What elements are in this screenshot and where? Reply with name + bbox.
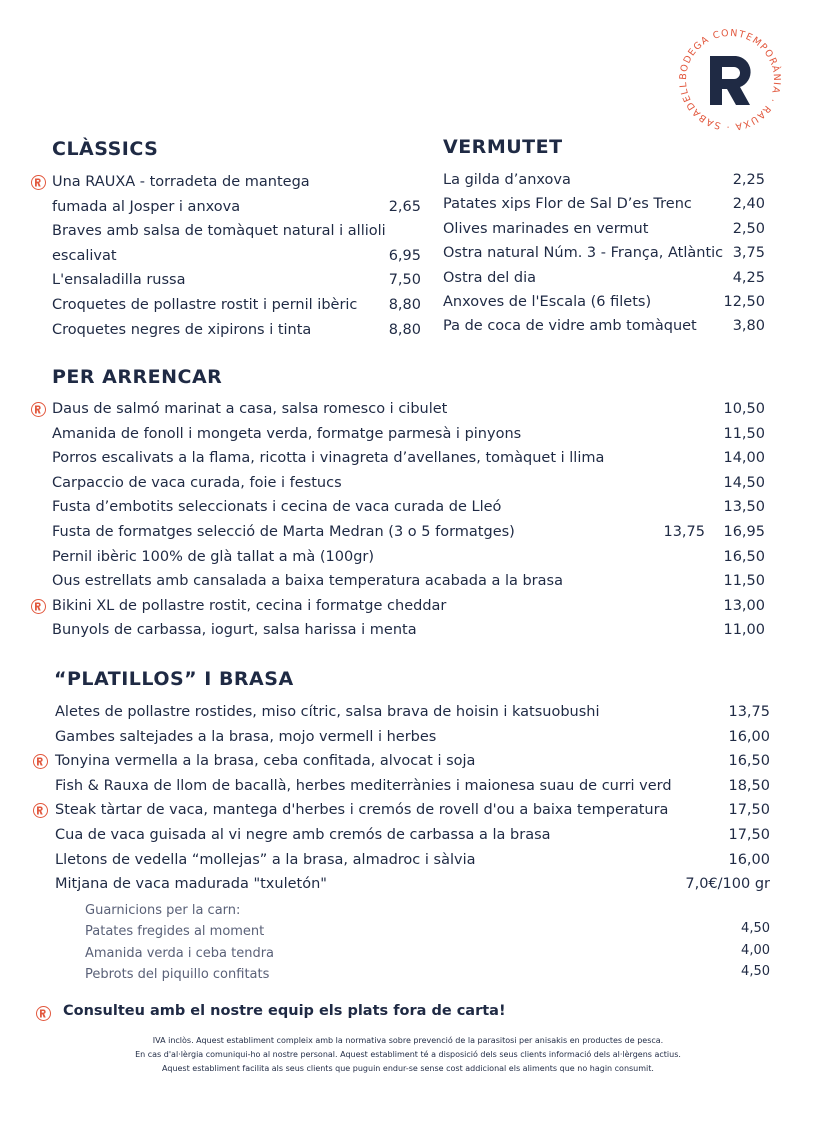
menu-item-name: Croquetes negres de xipirons i tinta bbox=[52, 321, 312, 338]
garnitures-title: Guarnicions per la carn: bbox=[85, 903, 241, 918]
menu-item-name: Carpaccio de vaca curada, foie i festucs bbox=[52, 474, 342, 491]
house-specialty-icon bbox=[31, 599, 46, 614]
section-title-arrencar: PER ARRENCAR bbox=[52, 366, 223, 388]
menu-item-name: Croquetes de pollastre rostit i pernil ibèric bbox=[52, 297, 358, 313]
menu-item-name: Fusta de formatges selecció de Marta Medran (3 o 5 formatges) bbox=[52, 524, 515, 540]
menu-item-name: Ous estrellats amb cansalada a baixa temperatura acabada a la brasa bbox=[52, 573, 563, 590]
garniture-name: Amanida verda i ceba tendra bbox=[85, 945, 275, 961]
menu-item-price: 16,95 bbox=[723, 524, 765, 540]
menu-item-price: 16,50 bbox=[728, 753, 770, 770]
menu-item-price: 13,50 bbox=[723, 499, 765, 516]
house-specialty-icon bbox=[31, 175, 46, 190]
menu-item-name: Mitjana de vaca madurada "txuletón" bbox=[55, 876, 327, 893]
menu-item-name: Ostra del dia bbox=[443, 269, 536, 286]
menu-item bbox=[52, 471, 765, 495]
menu-item-name: Bikini XL de pollastre rostit, cecina i formatge cheddar bbox=[52, 597, 447, 614]
section-title-vermutet: VERMUTET bbox=[443, 136, 563, 158]
menu-item-name: Aletes de pollastre rostides, miso cítric, salsa brava de hoisin i katsuobushi bbox=[55, 704, 600, 720]
menu-item-price: 16,00 bbox=[728, 851, 770, 868]
menu-item-name: Steak tàrtar de vaca, mantega d'herbes i cremós de rovell d'ou a baixa temperatura bbox=[55, 802, 669, 819]
menu-item-price: 3,80 bbox=[732, 318, 765, 335]
menu-item-name: Anxoves de l'Escala (6 filets) bbox=[443, 294, 652, 310]
menu-item bbox=[52, 244, 421, 268]
menu-item-name: Ostra natural Núm. 3 - França, Atlàntic bbox=[443, 245, 724, 262]
menu-item bbox=[443, 168, 765, 192]
menu-item-price: 6,95 bbox=[388, 247, 421, 264]
menu-item-name: Tonyina vermella a la brasa, ceba confitada, alvocat i soja bbox=[55, 753, 476, 770]
menu-item bbox=[52, 318, 421, 342]
menu-item-name: Cua de vaca guisada al vi negre amb cremós de carbassa a la brasa bbox=[55, 827, 551, 843]
house-specialty-icon bbox=[36, 1006, 51, 1021]
menu-item-price: 2,65 bbox=[388, 198, 421, 215]
menu-item-name: fumada al Josper i anxova bbox=[52, 198, 241, 215]
menu-item-price: 14,00 bbox=[723, 450, 765, 467]
garniture-price: 4,50 bbox=[741, 921, 770, 936]
menu-item-name: Pernil ibèric 100% de glà tallat a mà (100gr) bbox=[52, 548, 375, 565]
menu-item-price: 3,75 bbox=[732, 245, 765, 262]
section-title-classics: CLÀSSICS bbox=[52, 138, 159, 160]
menu-item-price: 11,50 bbox=[723, 425, 765, 442]
menu-item-name: Porros escalivats a la flama, ricotta i vinagreta d’avellanes, tomàquet i llima bbox=[52, 450, 605, 467]
menu-item-name: Braves amb salsa de tomàquet natural i allioli bbox=[52, 223, 386, 240]
menu-item bbox=[52, 569, 765, 593]
menu-item bbox=[52, 422, 765, 446]
menu-item-price: 16,00 bbox=[728, 728, 770, 745]
menu-item-name: Olives marinades en vermut bbox=[443, 220, 649, 237]
rauxa-logo-icon bbox=[672, 22, 788, 138]
menu-item bbox=[52, 618, 765, 642]
menu-item bbox=[52, 397, 765, 421]
menu-item-price: 4,25 bbox=[732, 269, 765, 286]
logo-seal bbox=[672, 22, 788, 138]
menu-item-name: La gilda d’anxova bbox=[443, 172, 571, 188]
menu-item-name: escalivat bbox=[52, 247, 117, 264]
menu-item bbox=[52, 495, 765, 519]
footer-line-2: En cas d'al·lèrgia comuniqui-ho al nostre personal. Aquest establiment té a disposició dels seus clients informació dels al·lèrgens actius. bbox=[135, 1050, 681, 1059]
garniture-name: Patates fregides al moment bbox=[85, 924, 265, 939]
menu-item-price: 2,50 bbox=[732, 220, 765, 237]
house-specialty-icon bbox=[33, 754, 48, 769]
house-specialty-icon bbox=[31, 402, 46, 417]
menu-item-name: Una RAUXA - torradeta de mantega bbox=[52, 174, 310, 190]
menu-item bbox=[443, 290, 765, 314]
svg-text:BODEGA CONTEMPORÀNIA · RAUXA ·: BODEGA CONTEMPORÀNIA · RAUXA · SABADELL bbox=[677, 27, 783, 133]
menu-item bbox=[443, 266, 765, 290]
menu-item bbox=[443, 192, 765, 216]
menu-item bbox=[55, 725, 770, 749]
menu-item-price: 16,50 bbox=[723, 548, 765, 565]
menu-item-price-small: 13,75 bbox=[663, 524, 705, 540]
menu-item bbox=[55, 700, 770, 724]
notice-text: Consulteu amb el nostre equip els plats fora de carta! bbox=[63, 1003, 506, 1019]
menu-item-price: 8,80 bbox=[388, 321, 421, 338]
menu-item bbox=[55, 798, 770, 822]
menu-item-price: 7,50 bbox=[388, 272, 421, 289]
menu-item bbox=[52, 293, 421, 317]
garniture-price: 4,00 bbox=[741, 942, 770, 958]
menu-item-name: Gambes saltejades a la brasa, mojo vermell i herbes bbox=[55, 728, 437, 745]
menu-item-price: 10,50 bbox=[723, 401, 765, 417]
menu-item bbox=[443, 217, 765, 241]
menu-item-price: 2,25 bbox=[732, 172, 765, 188]
menu-item-price: 13,00 bbox=[723, 597, 765, 614]
menu-item bbox=[52, 545, 765, 569]
menu-item bbox=[443, 241, 765, 265]
garniture-price: 4,50 bbox=[741, 964, 770, 979]
section-title-platillos: “PLATILLOS” I BRASA bbox=[54, 668, 294, 690]
footer-line-1: IVA inclòs. Aquest establiment compleix amb la normativa sobre prevenció de la parasitosi per anisakis en productes de pesca. bbox=[152, 1036, 664, 1045]
menu-item bbox=[55, 749, 770, 773]
menu-item bbox=[55, 848, 770, 872]
menu-item-name: Daus de salmó marinat a casa, salsa romesco i cibulet bbox=[52, 401, 448, 417]
menu-item-price: 11,50 bbox=[723, 573, 765, 590]
menu-item bbox=[52, 170, 421, 194]
menu-item-name: Pa de coca de vidre amb tomàquet bbox=[443, 318, 697, 335]
menu-item-price: 12,50 bbox=[723, 294, 765, 310]
menu-item-name: L'ensaladilla russa bbox=[52, 272, 186, 289]
menu-item-price: 17,50 bbox=[728, 802, 770, 819]
menu-item-price: 18,50 bbox=[728, 777, 770, 794]
menu-item bbox=[55, 872, 770, 896]
menu-item bbox=[52, 594, 765, 618]
menu-item bbox=[55, 823, 770, 847]
footer-line-3: Aquest establiment facilita als seus clients que puguin endur-se sense cost addicional els aliments que no hagin consumit. bbox=[162, 1064, 654, 1073]
menu-item-name: Amanida de fonoll i mongeta verda, formatge parmesà i pinyons bbox=[52, 425, 522, 442]
menu-item-price: 8,80 bbox=[388, 297, 421, 313]
menu-item-price: 17,50 bbox=[728, 827, 770, 843]
menu-item-name: Fish & Rauxa de llom de bacallà, herbes mediterrànies i maionesa suau de curri verd bbox=[55, 777, 672, 794]
menu-item-price: 2,40 bbox=[732, 196, 765, 213]
menu-item bbox=[52, 219, 421, 243]
menu-item-name: Patates xips Flor de Sal D’es Trenc bbox=[443, 196, 692, 213]
menu-item bbox=[443, 314, 765, 338]
menu-item bbox=[52, 520, 765, 544]
garniture-name: Pebrots del piquillo confitats bbox=[85, 967, 270, 982]
menu-item-name: Fusta d’embotits seleccionats i cecina de vaca curada de Lleó bbox=[52, 499, 502, 516]
menu-item-name: Lletons de vedella “mollejas” a la brasa, almadroc i sàlvia bbox=[55, 851, 476, 868]
menu-item-price: 13,75 bbox=[728, 704, 770, 720]
menu-item-price: 14,50 bbox=[723, 474, 765, 491]
house-specialty-icon bbox=[33, 803, 48, 818]
menu-item bbox=[52, 268, 421, 292]
menu-item-name: Bunyols de carbassa, iogurt, salsa harissa i menta bbox=[52, 622, 417, 639]
menu-item bbox=[55, 774, 770, 798]
menu-item bbox=[52, 446, 765, 470]
menu-item-price: 11,00 bbox=[723, 622, 765, 639]
menu-item bbox=[52, 195, 421, 219]
menu-item-price: 7,0€/100 gr bbox=[685, 876, 770, 893]
